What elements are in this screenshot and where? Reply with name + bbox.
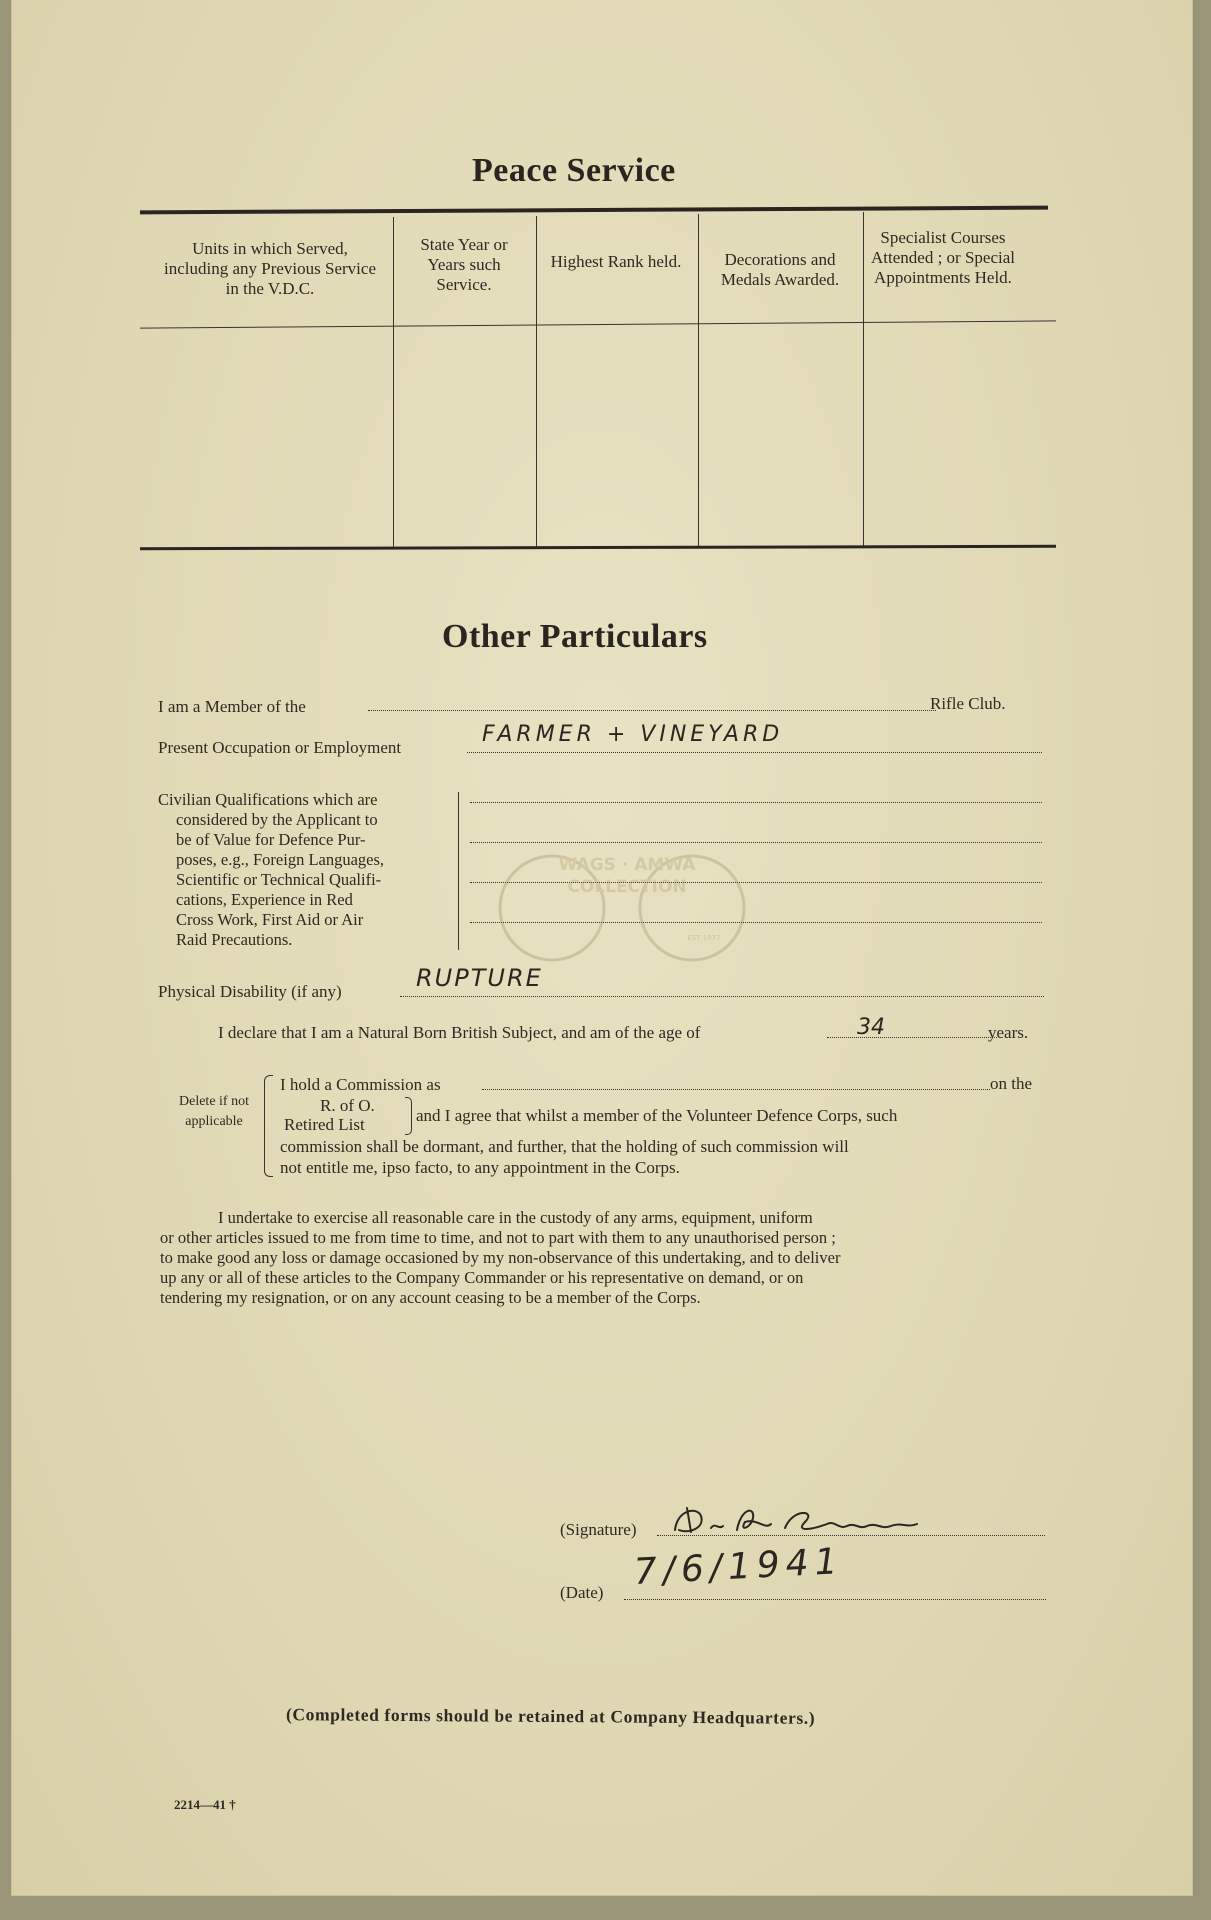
form-page xyxy=(12,0,1192,1895)
option-retired-list: Retired List xyxy=(284,1115,365,1134)
disability-value: RUPTURE xyxy=(416,964,543,992)
undertaking-line-3: to make good any loss or damage occasioned by my non-observance of this undertaking, and to deliver xyxy=(160,1248,841,1267)
table-header-rule xyxy=(140,320,1056,328)
civ-line-3: be of Value for Defence Pur- xyxy=(176,830,366,849)
disability-field xyxy=(400,996,1044,997)
civ-line-1: Civilian Qualifications which are xyxy=(158,790,378,809)
watermark-text-3: EST 1977 xyxy=(687,934,721,942)
declaration-suffix: years. xyxy=(988,1023,1029,1042)
occupation-label: Present Occupation or Employment xyxy=(158,738,402,757)
commission-line3: commission shall be dormant, and further, that the holding of such commission will xyxy=(280,1137,849,1156)
signature-mark xyxy=(667,1500,947,1540)
delete-note: Delete if not applicable xyxy=(179,1094,249,1129)
options-brace xyxy=(405,1097,412,1135)
civ-brace xyxy=(452,792,459,950)
occupation-field xyxy=(467,752,1042,753)
table-divider-2 xyxy=(536,216,537,547)
civ-line-5: Scientific or Technical Qualifi- xyxy=(176,870,382,889)
col-header-rank: Highest Rank held. xyxy=(550,252,682,271)
watermark-text-2: COLLECTION xyxy=(567,877,687,897)
commission-line2: and I agree that whilst a member of the Volunteer Defence Corps, such xyxy=(416,1106,898,1125)
date-label: (Date) xyxy=(560,1583,604,1602)
table-divider-4 xyxy=(863,212,864,546)
undertaking-paragraph xyxy=(160,1208,1052,1308)
rifle-club-suffix: Rifle Club. xyxy=(930,694,1006,713)
rifle-club-field xyxy=(368,710,936,711)
civ-line-4: poses, e.g., Foreign Languages, xyxy=(176,850,385,869)
retention-note: (Completed forms should be retained at Company Headquarters.) xyxy=(285,1704,816,1728)
col-header-specialist: Specialist Courses Attended ; or Special Appointments Held. xyxy=(871,228,1015,287)
col-header-units: Units in which Served, including any Previous Service in the V.D.C. xyxy=(164,239,376,298)
date-field xyxy=(624,1599,1046,1600)
age-value: 34 xyxy=(857,1015,885,1040)
commission-brace xyxy=(264,1075,273,1177)
undertaking-line-1: I undertake to exercise all reasonable care in the custody of any arms, equipment, uniform xyxy=(218,1208,813,1227)
table-bottom-rule xyxy=(140,545,1056,550)
table-divider-3 xyxy=(698,214,699,546)
col-header-decorations: Decorations and Medals Awarded. xyxy=(720,250,840,289)
commission-line4: not entitle me, ipso facto, to any appointment in the Corps. xyxy=(280,1158,680,1177)
undertaking-line-2: or other articles issued to me from time to time, and not to part with them to any unauthorised person ; xyxy=(160,1228,836,1247)
disability-label: Physical Disability (if any) xyxy=(158,982,342,1001)
col-header-years: State Year or Years such Service. xyxy=(420,235,508,294)
signature-label: (Signature) xyxy=(560,1520,637,1539)
date-value: 7/6/1941 xyxy=(632,1541,845,1593)
table-top-rule xyxy=(140,206,1048,215)
civilian-qualifications-text xyxy=(158,790,384,950)
civ-line-7: Cross Work, First Aid or Air xyxy=(176,910,364,929)
table-divider-1 xyxy=(393,217,394,547)
civ-field-2 xyxy=(470,842,1042,843)
commission-line1-label: I hold a Commission as xyxy=(280,1075,441,1094)
form-number: 2214—41 † xyxy=(174,1797,236,1812)
declaration-label: I declare that I am a Natural Born British Subject, and am of the age of xyxy=(218,1023,701,1042)
civ-line-8: Raid Precautions. xyxy=(176,930,293,949)
peace-service-title: Peace Service xyxy=(472,152,676,189)
age-field xyxy=(827,1037,997,1038)
commission-line1-suffix: on the xyxy=(990,1074,1033,1093)
rifle-club-label: I am a Member of the xyxy=(158,697,306,716)
watermark-text-1: WAGS · AMWA xyxy=(558,855,696,875)
undertaking-line-5: tendering my resignation, or on any account ceasing to be a member of the Corps. xyxy=(160,1288,701,1307)
civ-line-2: considered by the Applicant to xyxy=(176,810,378,829)
collection-watermark xyxy=(482,848,772,968)
civ-line-6: cations, Experience in Red xyxy=(176,890,353,909)
occupation-value: FARMER + VINEYARD xyxy=(482,722,784,747)
option-r-of-o: R. of O. xyxy=(320,1096,375,1115)
other-particulars-title: Other Particulars xyxy=(442,618,708,655)
commission-field xyxy=(482,1089,990,1090)
undertaking-line-4: up any or all of these articles to the Company Commander or his representative on demand, or on xyxy=(160,1268,804,1287)
civ-field-1 xyxy=(470,802,1042,803)
